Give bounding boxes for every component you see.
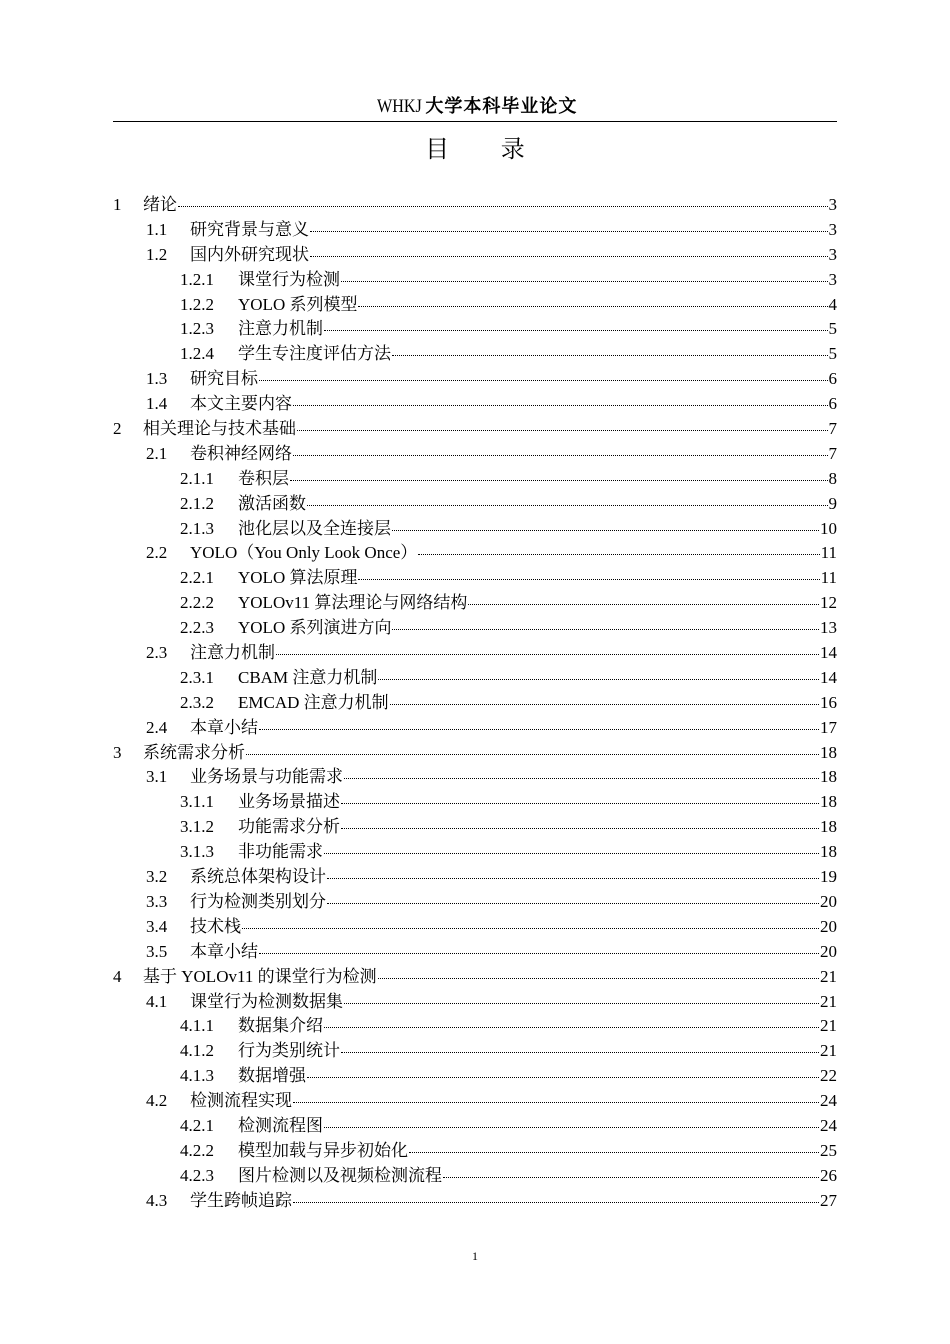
toc-entry-title: YOLO 系列演进方向 — [238, 618, 392, 638]
toc-entry-page: 9 — [828, 493, 837, 513]
toc-dot-leader — [307, 1059, 819, 1078]
toc-entry-page: 18 — [820, 792, 837, 812]
toc-dot-leader — [293, 1184, 819, 1203]
toc-entry-page: 19 — [820, 867, 837, 887]
toc-entry-page: 5 — [828, 319, 837, 339]
toc-entry-page: 22 — [820, 1066, 837, 1086]
toc-entry-page: 6 — [828, 394, 837, 414]
toc-entry-number: 2.1.2 — [180, 493, 214, 513]
toc-entry-number: 3.1.1 — [180, 792, 214, 812]
toc-entry-number: 4 — [113, 966, 122, 986]
toc-entry-title: YOLOv11 算法理论与网络结构 — [238, 593, 468, 613]
toc-entry-title: 系统总体架构设计 — [190, 867, 326, 887]
toc-dot-leader — [259, 711, 819, 730]
toc-dot-leader — [293, 437, 828, 456]
toc-entry-page: 13 — [820, 618, 837, 638]
table-of-contents — [113, 191, 837, 1212]
toc-entry-page: 20 — [820, 916, 837, 936]
toc-entry-title: 学生专注度评估方法 — [238, 344, 391, 364]
toc-entry-title: 功能需求分析 — [238, 817, 340, 837]
toc-entry-number: 3.2 — [146, 867, 168, 887]
toc-entry-title: CBAM 注意力机制 — [238, 667, 378, 687]
toc-entry-title: 图片检测以及视频检测流程 — [238, 1165, 442, 1185]
toc-dot-leader — [246, 736, 819, 755]
toc-entry-page: 8 — [828, 468, 837, 488]
toc-entry-title: 非功能需求 — [238, 842, 323, 862]
toc-entry-number: 2.2.3 — [180, 618, 214, 638]
toc-entry-page: 18 — [820, 817, 837, 837]
toc-title: 目 录 — [425, 135, 547, 163]
toc-entry-page: 16 — [820, 692, 837, 712]
toc-entry-number: 4.1 — [146, 991, 168, 1011]
toc-entry-number: 1.2.4 — [180, 344, 214, 364]
toc-entry-number: 4.2.2 — [180, 1140, 214, 1160]
toc-entry-number: 3.1 — [146, 767, 168, 787]
toc-entry-title: 本章小结 — [190, 717, 258, 737]
toc-dot-leader — [259, 935, 819, 954]
toc-entry-page: 21 — [820, 1016, 837, 1036]
toc-entry-title: YOLO（You Only Look Once） — [190, 543, 418, 563]
toc-entry-page: 3 — [828, 195, 837, 214]
toc-entry-number: 1.2.3 — [180, 319, 214, 339]
toc-entry-title: YOLO 算法原理 — [238, 568, 358, 588]
toc-entry-page: 12 — [820, 593, 837, 613]
toc-entry-title: 卷积神经网络 — [190, 443, 292, 463]
toc-entry-number: 4.2 — [146, 1091, 168, 1111]
toc-entry-number: 1.2 — [146, 244, 168, 264]
toc-dot-leader — [307, 487, 828, 506]
toc-dot-leader — [293, 1084, 819, 1103]
toc-dot-leader — [324, 1109, 819, 1128]
toc-entry-number: 4.1.3 — [180, 1066, 214, 1086]
toc-dot-leader — [344, 760, 819, 779]
toc-entry-number: 4.2.1 — [180, 1115, 214, 1135]
toc-dot-leader — [392, 337, 828, 356]
toc-entry-number: 2.1 — [146, 443, 168, 463]
toc-dot-leader — [418, 536, 819, 555]
toc-entry-number: 4.1.2 — [180, 1041, 214, 1061]
toc-entry-title: 卷积层 — [238, 468, 289, 488]
toc-entry-title: 检测流程图 — [238, 1115, 323, 1135]
toc-entry-number: 1.4 — [146, 394, 168, 414]
toc-entry-page: 4 — [828, 294, 837, 314]
toc-entry-number: 1.1 — [146, 219, 168, 239]
toc-dot-leader — [341, 1034, 819, 1053]
toc-dot-leader — [259, 362, 828, 381]
toc-entry-number: 2.4 — [146, 717, 168, 737]
toc-dot-leader — [358, 561, 819, 580]
header-school-code: WHKJ — [376, 96, 422, 117]
toc-entry-title: 相关理论与技术基础 — [143, 419, 296, 439]
toc-entry-number: 2.2 — [146, 543, 168, 563]
toc-entry-number: 2.1.1 — [180, 468, 214, 488]
toc-entry-title: 课堂行为检测数据集 — [190, 991, 343, 1011]
toc-entry-page: 11 — [820, 568, 837, 588]
toc-entry-title: 业务场景与功能需求 — [190, 767, 343, 787]
toc-entry-title: 数据集介绍 — [238, 1016, 323, 1036]
toc-entry-number: 2 — [113, 419, 122, 439]
toc-entry-title: 课堂行为检测 — [238, 269, 340, 289]
toc-dot-leader — [468, 586, 819, 605]
toc-dot-leader — [242, 910, 819, 929]
toc-entry-number: 1.2.1 — [180, 269, 214, 289]
toc-entry-page: 10 — [820, 518, 837, 538]
toc-entry-title: 行为检测类别划分 — [190, 891, 326, 911]
toc-entry-number: 3.5 — [146, 941, 168, 961]
toc-dot-leader — [341, 810, 819, 829]
toc-dot-leader — [310, 213, 828, 232]
toc-dot-leader — [358, 288, 827, 307]
toc-entry[interactable] — [113, 1187, 837, 1212]
toc-entry-title: 业务场景描述 — [238, 792, 340, 812]
toc-entry-title: 本文主要内容 — [190, 394, 292, 414]
toc-entry-page: 5 — [828, 344, 837, 364]
toc-dot-leader — [409, 1134, 819, 1153]
toc-dot-leader — [341, 785, 819, 804]
toc-entry-number: 4.2.3 — [180, 1165, 214, 1185]
toc-entry-page: 18 — [820, 842, 837, 862]
toc-dot-leader — [178, 188, 828, 207]
toc-entry-number: 3.3 — [146, 891, 168, 911]
toc-dot-leader — [390, 686, 819, 705]
toc-dot-leader — [344, 985, 819, 1004]
toc-entry-page: 26 — [820, 1165, 837, 1185]
page-header — [113, 92, 837, 122]
toc-entry-page: 6 — [828, 369, 837, 389]
toc-dot-leader — [443, 1159, 819, 1178]
toc-entry-title: 注意力机制 — [238, 319, 323, 339]
toc-entry-page: 14 — [820, 643, 837, 663]
toc-entry-title: 行为类别统计 — [238, 1041, 340, 1061]
toc-entry-number: 2.3.2 — [180, 692, 214, 712]
toc-entry-title: 数据增强 — [238, 1066, 306, 1086]
toc-dot-leader — [290, 462, 828, 481]
toc-entry-number: 2.2.2 — [180, 593, 214, 613]
toc-dot-leader — [297, 412, 828, 431]
toc-entry-title: 学生跨帧追踪 — [190, 1190, 292, 1210]
toc-entry-page: 3 — [828, 244, 837, 264]
toc-entry-page: 20 — [820, 891, 837, 911]
toc-entry-page: 27 — [820, 1190, 837, 1210]
toc-entry-page: 3 — [828, 219, 837, 239]
toc-entry-title: 技术栈 — [190, 916, 241, 936]
toc-entry-number: 1 — [113, 195, 122, 214]
toc-entry-page: 18 — [820, 767, 837, 787]
toc-entry-number: 1.2.2 — [180, 294, 214, 314]
toc-entry-number: 1.3 — [146, 369, 168, 389]
toc-entry-title: EMCAD 注意力机制 — [238, 692, 389, 712]
toc-entry-title: 基于 YOLOv11 的课堂行为检测 — [143, 966, 377, 986]
toc-entry-number: 2.2.1 — [180, 568, 214, 588]
toc-entry-number: 3.1.3 — [180, 842, 214, 862]
toc-entry-number: 3.1.2 — [180, 817, 214, 837]
toc-entry-page: 14 — [820, 667, 837, 687]
toc-dot-leader — [324, 1009, 819, 1028]
toc-entry-title: 本章小结 — [190, 941, 258, 961]
toc-entry-number: 2.1.3 — [180, 518, 214, 538]
toc-entry-title: 研究背景与意义 — [190, 219, 309, 239]
toc-entry-title: 研究目标 — [190, 369, 258, 389]
toc-entry-title: YOLO 系列模型 — [238, 294, 358, 314]
toc-entry-number: 2.3 — [146, 643, 168, 663]
toc-entry-page: 17 — [820, 717, 837, 737]
toc-entry-title: 激活函数 — [238, 493, 306, 513]
toc-entry-number: 2.3.1 — [180, 667, 214, 687]
toc-entry-number: 3.4 — [146, 916, 168, 936]
toc-entry-number: 4.1.1 — [180, 1016, 214, 1036]
header-document-type: 大学本科毕业论文 — [425, 96, 578, 117]
toc-dot-leader — [392, 611, 819, 630]
toc-entry-page: 21 — [820, 991, 837, 1011]
toc-entry-title: 检测流程实现 — [190, 1091, 292, 1111]
toc-entry-title: 模型加载与异步初始化 — [238, 1140, 408, 1160]
toc-entry-number: 3 — [113, 742, 122, 762]
page-number: 1 — [472, 1249, 478, 1263]
toc-entry-page: 11 — [820, 543, 837, 563]
toc-dot-leader — [327, 885, 819, 904]
toc-dot-leader — [392, 512, 819, 531]
toc-dot-leader — [378, 661, 819, 680]
toc-entry-page: 20 — [820, 941, 837, 961]
toc-dot-leader — [341, 263, 828, 282]
toc-entry-title: 注意力机制 — [190, 643, 275, 663]
toc-dot-leader — [310, 238, 828, 257]
toc-entry-title: 绪论 — [143, 195, 177, 214]
toc-entry-page: 7 — [828, 443, 837, 463]
toc-entry-page: 24 — [820, 1115, 837, 1135]
toc-dot-leader — [327, 860, 819, 879]
toc-entry-page: 25 — [820, 1140, 837, 1160]
toc-entry-page: 21 — [820, 966, 837, 986]
toc-entry-number: 4.3 — [146, 1190, 168, 1210]
toc-entry-page: 7 — [828, 419, 837, 439]
toc-entry-page: 24 — [820, 1091, 837, 1111]
toc-entry-title: 国内外研究现状 — [190, 244, 309, 264]
toc-dot-leader — [293, 387, 828, 406]
toc-entry-title: 池化层以及全连接层 — [238, 518, 391, 538]
toc-dot-leader — [378, 960, 819, 979]
toc-entry-title: 系统需求分析 — [143, 742, 245, 762]
toc-dot-leader — [276, 636, 819, 655]
toc-entry-page: 18 — [820, 742, 837, 762]
toc-entry-page: 21 — [820, 1041, 837, 1061]
toc-entry-page: 3 — [828, 269, 837, 289]
toc-dot-leader — [324, 835, 819, 854]
toc-dot-leader — [324, 312, 828, 331]
